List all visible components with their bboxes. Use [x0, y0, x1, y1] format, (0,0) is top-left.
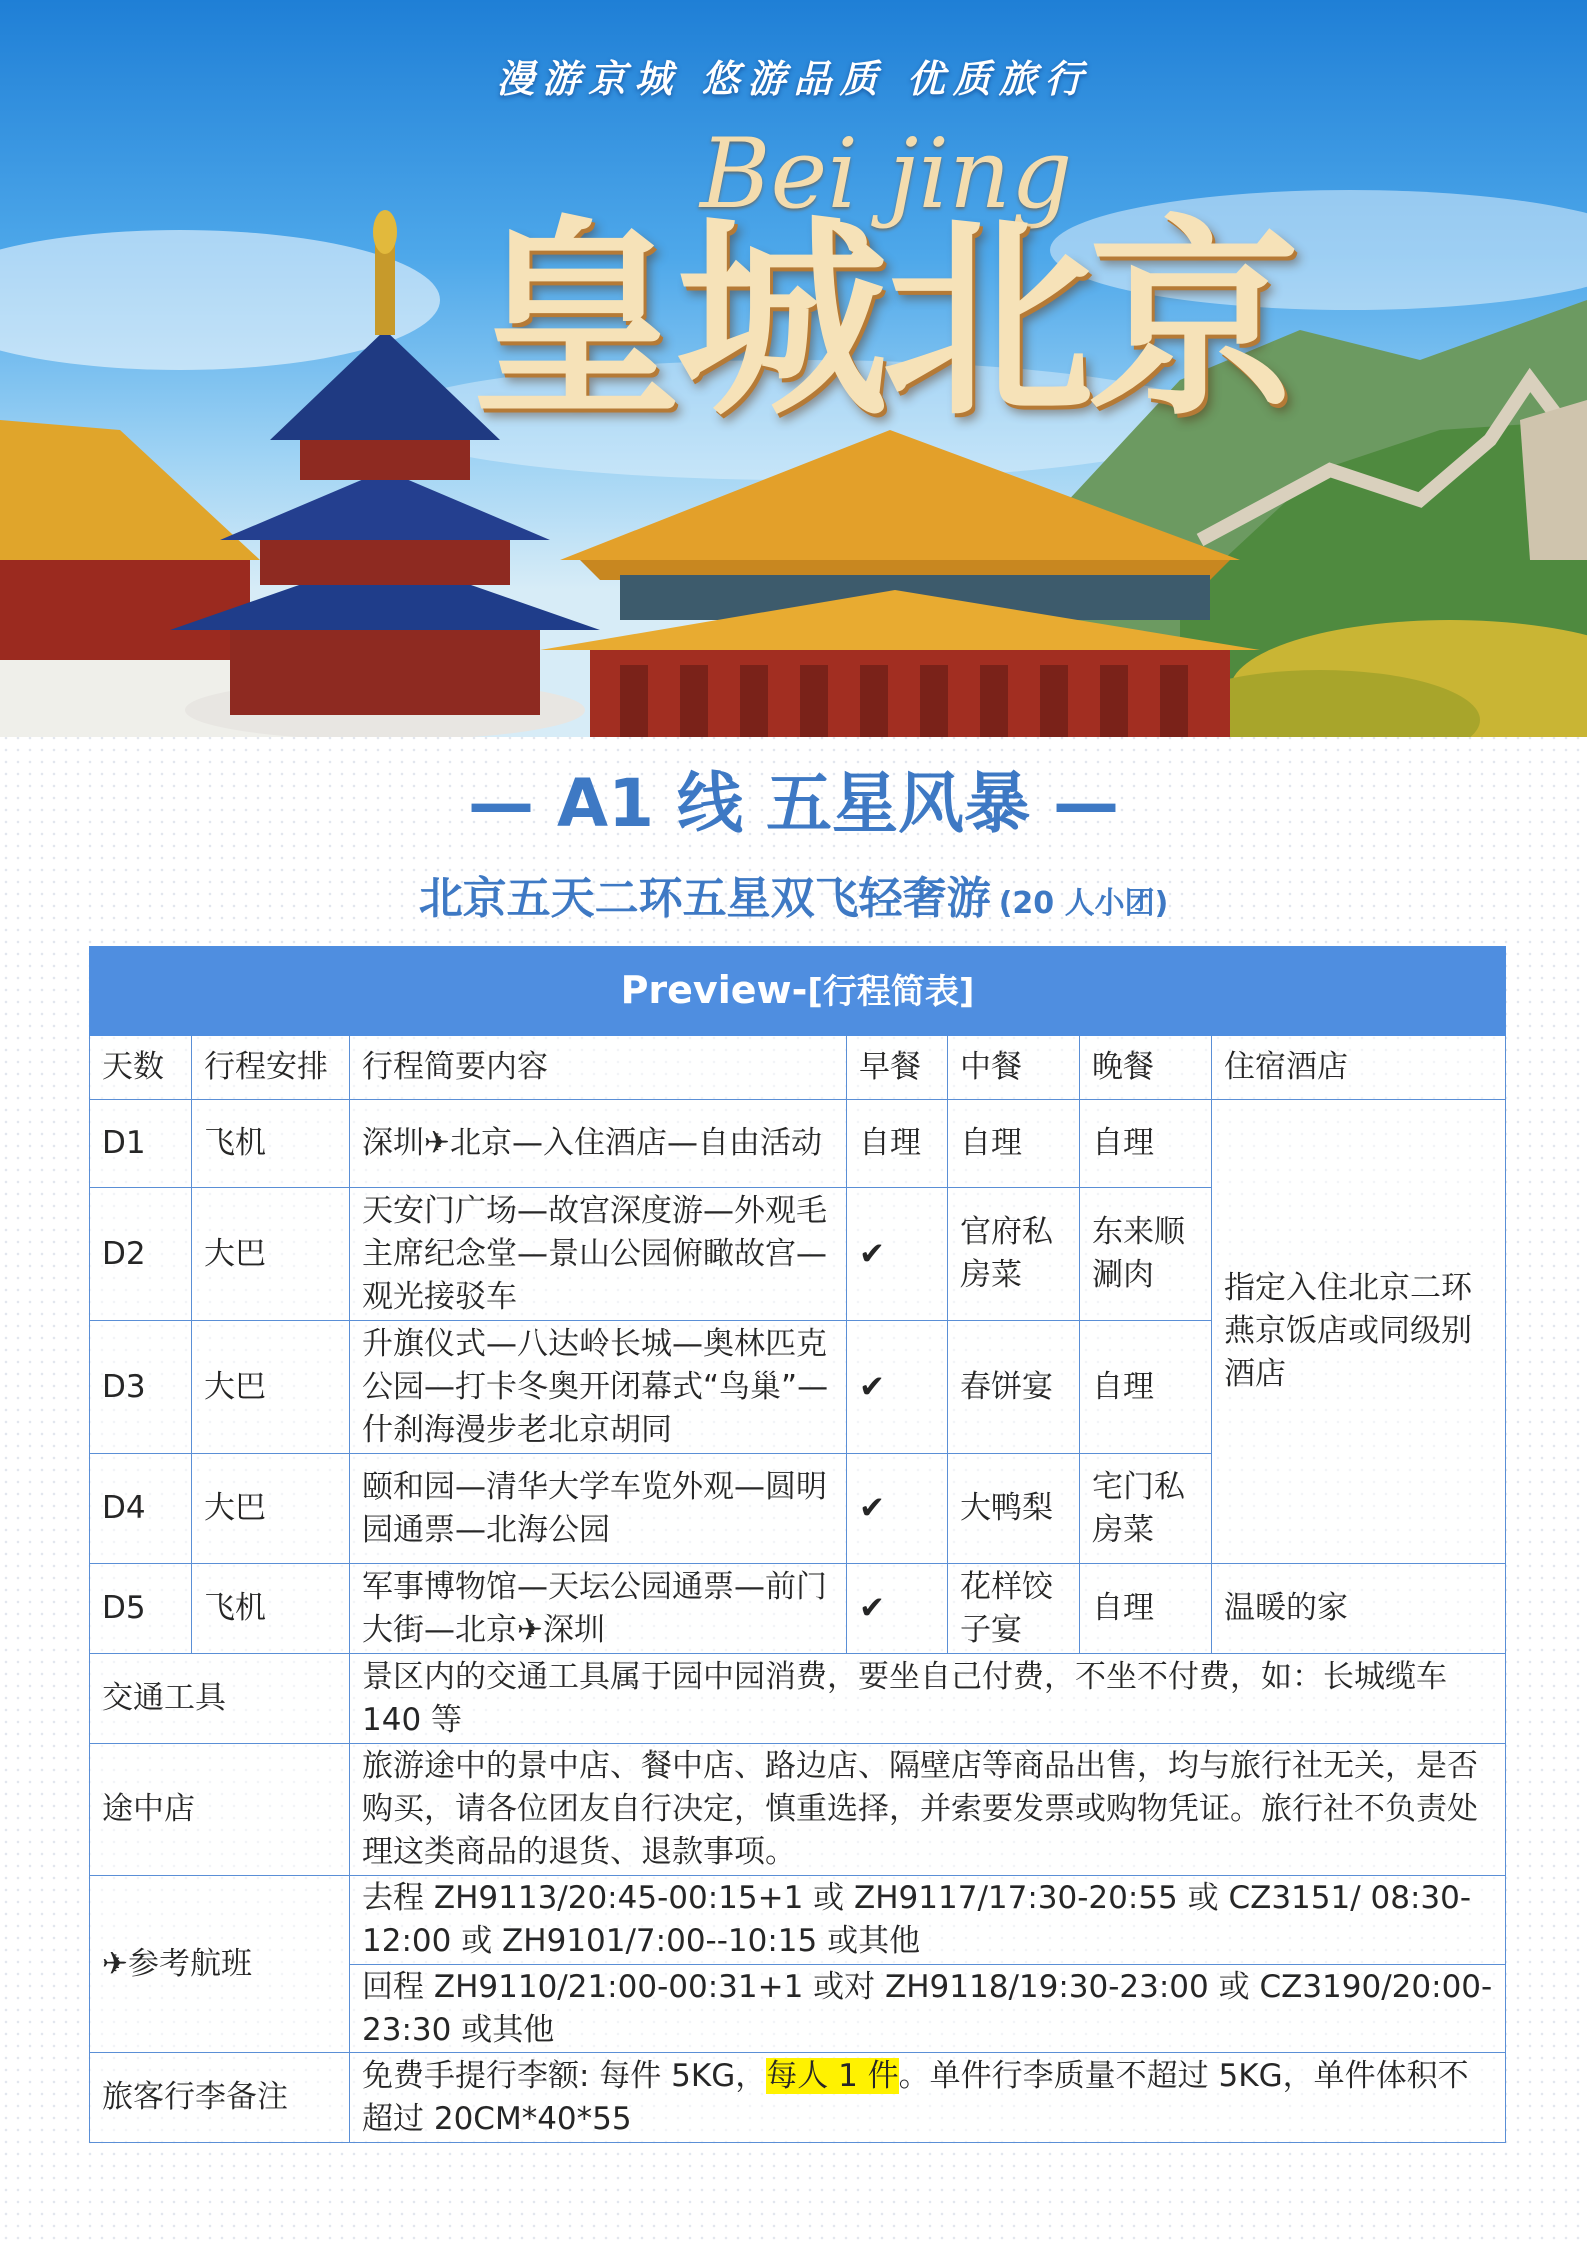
dinner-cell: 自理	[1080, 1100, 1212, 1188]
breakfast-cell: 自理	[847, 1100, 948, 1188]
itinerary-table	[89, 946, 1506, 2143]
transport-cell: 飞机	[192, 1564, 350, 1654]
day-cell: D1	[90, 1100, 192, 1188]
col-header-transport: 行程安排	[192, 1036, 350, 1100]
table-title-main: Preview-	[620, 967, 808, 1012]
table-row-luggage-note	[90, 2053, 1506, 2143]
transport-cell: 大巴	[192, 1454, 350, 1564]
table-title-sub: [行程简表]	[807, 971, 975, 1012]
content-cell: 军事博物馆—天坛公园通票—前门大街—北京✈深圳	[350, 1564, 847, 1654]
transport-note-label: 交通工具	[90, 1654, 350, 1744]
dinner-cell: 自理	[1080, 1564, 1212, 1654]
day-cell: D5	[90, 1564, 192, 1654]
col-header-breakfast: 早餐	[847, 1036, 948, 1100]
transport-note-text: 景区内的交通工具属于园中园消费，要坐自己付费，不坐不付费，如：长城缆车 140 等	[350, 1654, 1506, 1744]
shop-note-label: 途中店	[90, 1744, 350, 1876]
subtitle	[0, 862, 1587, 926]
luggage-text-post: 。单件行李质量不超过 5KG，单件体积不超过 20CM*40*55	[362, 2057, 1469, 2137]
flight-return-text: 回程 ZH9110/21:00-00:31+1 或对 ZH9118/19:30-23:00 或 CZ3190/20:00-23:30 或其他	[350, 1965, 1506, 2053]
transport-cell: 大巴	[192, 1188, 350, 1321]
content-cell: 颐和园—清华大学车览外观—圆明园通票—北海公园	[350, 1454, 847, 1564]
lunch-cell: 自理	[948, 1100, 1080, 1188]
table-row-transport-note	[90, 1654, 1506, 1744]
col-header-hotel: 住宿酒店	[1212, 1036, 1506, 1100]
hotel-cell: 温暖的家	[1212, 1564, 1506, 1654]
flight-outbound-text: 去程 ZH9113/20:45-00:15+1 或 ZH9117/17:30-20:55 或 CZ3151/ 08:30-12:00 或 ZH9101/7:00--10:15 或其他	[350, 1876, 1506, 1965]
col-header-content: 行程简要内容	[350, 1036, 847, 1100]
col-header-day: 天数	[90, 1036, 192, 1100]
banner-slogan: 漫游京城 悠游品质 优质旅行	[496, 57, 1091, 101]
col-header-lunch: 中餐	[948, 1036, 1080, 1100]
lunch-cell: 大鸭梨	[948, 1454, 1080, 1564]
luggage-highlight: 每人 1 件	[766, 2057, 899, 2094]
table-row	[90, 1564, 1506, 1654]
breakfast-cell: ✔	[847, 1564, 948, 1654]
banner-image	[0, 0, 1587, 737]
dinner-cell: 宅门私房菜	[1080, 1454, 1212, 1564]
line-title: — A1 线 五星风暴 —	[468, 765, 1119, 842]
table-row	[90, 1100, 1506, 1188]
lunch-cell: 花样饺子宴	[948, 1564, 1080, 1654]
dinner-cell: 自理	[1080, 1321, 1212, 1454]
transport-cell: 飞机	[192, 1100, 350, 1188]
breakfast-cell: ✔	[847, 1321, 948, 1454]
table-row-flight-outbound	[90, 1876, 1506, 1965]
subtitle-note: (20 人小团)	[998, 886, 1169, 921]
luggage-note-text	[350, 2053, 1506, 2143]
table-row-shop-note	[90, 1744, 1506, 1876]
column-header-row	[90, 1036, 1506, 1100]
day-cell: D4	[90, 1454, 192, 1564]
banner-script-text: Bei jing	[700, 118, 1073, 230]
content-cell: 升旗仪式—八达岭长城—奥林匹克公园—打卡冬奥开闭幕式“鸟巢”—什刹海漫步老北京胡同	[350, 1321, 847, 1454]
subtitle-main: 北京五天二环五星双飞轻奢游	[418, 873, 991, 924]
table-title-row	[90, 947, 1506, 1036]
lunch-cell: 春饼宴	[948, 1321, 1080, 1454]
transport-cell: 大巴	[192, 1321, 350, 1454]
day-cell: D2	[90, 1188, 192, 1321]
hotel-cell: 指定入住北京二环燕京饭店或同级别酒店	[1212, 1100, 1506, 1564]
lunch-cell: 官府私房菜	[948, 1188, 1080, 1321]
content-cell: 天安门广场—故宫深度游—外观毛主席纪念堂—景山公园俯瞰故宫—观光接驳车	[350, 1188, 847, 1321]
breakfast-cell: ✔	[847, 1454, 948, 1564]
day-cell: D3	[90, 1321, 192, 1454]
flight-label: ✈参考航班	[90, 1876, 350, 2053]
col-header-dinner: 晚餐	[1080, 1036, 1212, 1100]
content-cell: 深圳✈北京—入住酒店—自由活动	[350, 1100, 847, 1188]
breakfast-cell: ✔	[847, 1188, 948, 1321]
luggage-note-label: 旅客行李备注	[90, 2053, 350, 2143]
shop-note-text: 旅游途中的景中店、餐中店、路边店、隔壁店等商品出售，均与旅行社无关，是否购买，请各位团友自行决定，慎重选择，并索要发票或购物凭证。旅行社不负责处理这类商品的退货、退款事项。	[350, 1744, 1506, 1876]
luggage-text-pre: 免费手提行李额: 每件 5KG，	[362, 2057, 767, 2094]
table-title	[90, 947, 1506, 1036]
dinner-cell: 东来顺涮肉	[1080, 1188, 1212, 1321]
banner-title: 皇城北京	[470, 197, 1294, 444]
